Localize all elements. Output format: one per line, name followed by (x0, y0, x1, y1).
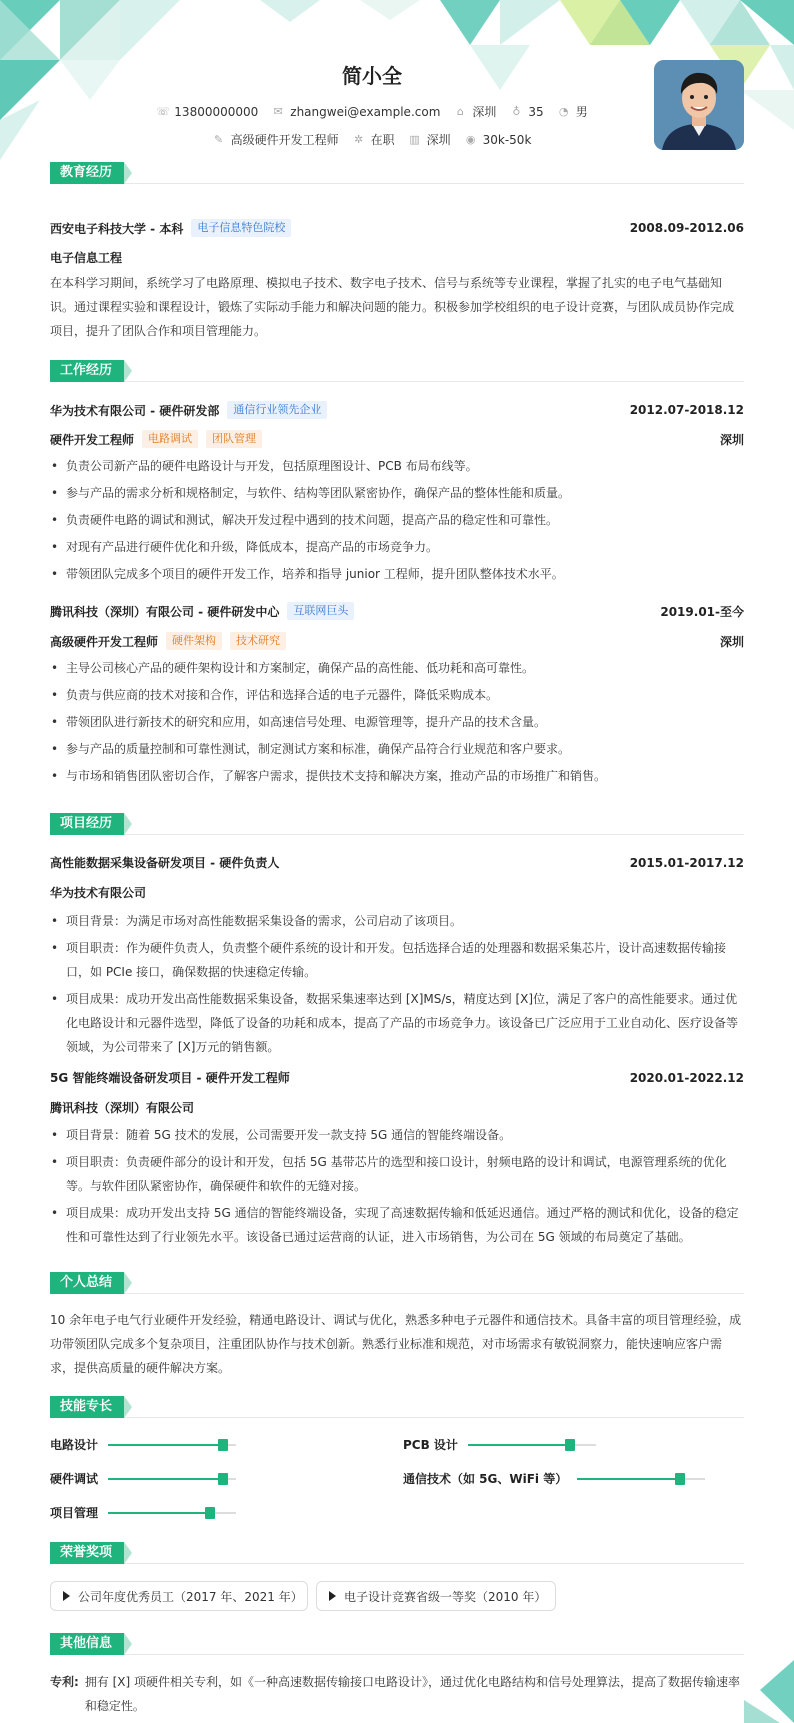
position-info (213, 131, 339, 148)
education-section-header (50, 162, 744, 184)
age-icon: ♁ (512, 104, 521, 118)
target-city-value: 深圳 (426, 133, 451, 147)
list-item: • 带领团队完成多个项目的硬件开发工作，培养和指导 junior 工程师，提升团队整体技术水平。 (50, 562, 744, 586)
work-2-role-line (50, 632, 744, 650)
skill-name: 通信技术（如 5G、WiFi 等） (403, 1472, 568, 1486)
project-section-title: 项目经历 (50, 813, 124, 835)
list-item: • 负责硬件电路的调试和测试，解决开发过程中遇到的技术问题，提高产品的稳定性和可靠性。 (50, 508, 744, 532)
contact-row (0, 103, 744, 120)
work-2-location: 深圳 (719, 634, 744, 649)
work-1-heading (50, 401, 744, 419)
work-1-company: 华为技术有限公司 - 硬件研发部 (50, 403, 220, 418)
project-section-header (50, 813, 744, 835)
work-2-tag: 互联网巨头 (287, 602, 354, 620)
salary-info (465, 131, 532, 148)
summary-section-header (50, 1272, 744, 1294)
candidate-name: 简小全 (342, 64, 402, 88)
work-2-heading (50, 602, 744, 620)
award-text: 电子设计竞赛省级一等奖（2010 年） (344, 1589, 547, 1604)
skill-item (50, 1504, 236, 1521)
list-item: • 参与产品的需求分析和规格制定，与软件、结构等团队紧密协作，确保产品的整体性能和质量。 (50, 481, 744, 505)
skill-item (50, 1470, 236, 1487)
project-1-period: 2015.01-2017.12 (629, 855, 744, 870)
skill-item (403, 1436, 596, 1453)
skills-section-header (50, 1396, 744, 1418)
award-item[interactable] (50, 1581, 308, 1611)
salary-icon: ◉ (465, 132, 476, 146)
list-item: • 负责与供应商的技术对接和合作，评估和选择合适的电子元器件，降低采购成本。 (50, 683, 744, 707)
project-1-bullets (50, 909, 744, 1062)
skill-bar (468, 1444, 596, 1446)
awards-section-title: 荣誉奖项 (50, 1542, 124, 1564)
project-2-company: 腾讯科技（深圳）有限公司 (50, 1101, 195, 1115)
summary-text: 10 余年电子电气行业硬件开发经验，精通电路设计、调试与优化，熟悉多种电子元器件和通信技术。具备丰富的项目管理经验，成功带领团队完成多个复杂项目，注重团队协作与技术创新。熟悉行业标准和规范，对市场需求有敏锐洞察力，能快速响应客户需求，提供高质量的硬件解决方案。 (50, 1313, 742, 1375)
project-1-company: 华为技术有限公司 (50, 886, 147, 900)
work-section-title: 工作经历 (50, 360, 124, 382)
age-info (510, 103, 543, 120)
gender-icon: ◔ (558, 104, 569, 118)
skill-name: 电路设计 (50, 1438, 99, 1452)
job-intent-row (0, 131, 744, 148)
work-2-period: 2019.01-至今 (660, 604, 744, 619)
awards-section-header (50, 1542, 744, 1564)
skills-section-title: 技能专长 (50, 1396, 124, 1418)
summary-section-title: 个人总结 (50, 1272, 124, 1294)
skill-name: PCB 设计 (403, 1438, 458, 1452)
avatar (654, 60, 744, 150)
work-1-period: 2012.07-2018.12 (629, 403, 744, 417)
education-description: 在本科学习期间，系统学习了电路原理、模拟电子技术、数字电子技术、信号与系统等专业课程，掌握了扎实的电子电气基础知识。通过课程实验和课程设计，锻炼了实际动手能力和解决问题的能力。积极参加学校组织的电子设计竞赛，与团队成员协作完成项目，提升了团队合作和项目管理能力。 (50, 276, 735, 338)
skill-level-handle (205, 1507, 215, 1519)
project-1-title: 高性能数据采集设备研发项目 - 硬件负责人 (50, 856, 280, 870)
list-item: • 项目成果：成功开发出高性能数据采集设备，数据采集速率达到 [X]MS/s，精度达到 [X]位，满足了客户的高性能要求。通过优化电路设计和元器件选型，降低了设备的功耗和成本，提高了产品的市场竞争力。该设备已广泛应用于工业自动化、医疗设备等领域，为公司带来了 [X]万元的销售额。 (50, 987, 744, 1059)
school-name: 西安电子科技大学 - 本科 (50, 221, 184, 236)
list-item: • 带领团队进行新技术的研究和应用，如高速信号处理、电源管理等，提升产品的技术含量。 (50, 710, 744, 734)
city-value: 深圳 (472, 105, 497, 119)
work-1-skill-tag: 电路调试 (142, 430, 198, 448)
list-item: • 项目职责：作为硬件负责人，负责整个硬件系统的设计和开发。包括选择合适的处理器和数据采集芯片，设计高速数据传输接口，如 PCIe 接口，确保数据的快速稳定传输。 (50, 936, 744, 984)
major-name: 电子信息工程 (50, 251, 123, 265)
skill-level-handle (218, 1439, 228, 1451)
project-2-heading (50, 1069, 744, 1086)
skill-name: 项目管理 (50, 1506, 99, 1520)
skill-bar (108, 1478, 236, 1480)
age-value: 35 (528, 104, 544, 119)
work-section-header (50, 360, 744, 382)
skill-item (50, 1436, 236, 1453)
project-2-title: 5G 智能终端设备研发项目 - 硬件开发工程师 (50, 1071, 290, 1085)
skill-bar-fill (577, 1478, 679, 1480)
school-tag: 电子信息特色院校 (191, 219, 291, 237)
award-text: 公司年度优秀员工（2017 年、2021 年） (78, 1589, 303, 1604)
avatar-portrait (654, 60, 744, 150)
patent-label: 专利: (50, 1675, 79, 1689)
email-value: zhangwei@example.com (290, 104, 441, 119)
project-1-company-line (50, 884, 744, 901)
list-item: • 项目背景：随着 5G 技术的发展，公司需要开发一款支持 5G 通信的智能终端设备。 (50, 1123, 744, 1147)
skill-level-handle (565, 1439, 575, 1451)
phone-value: 13800000000 (174, 104, 259, 119)
work-2-skill-tag: 硬件架构 (166, 632, 222, 650)
phone-icon: ☏ (156, 104, 171, 118)
skill-bar-fill (468, 1444, 570, 1446)
list-item: • 项目背景：为满足市场对高性能数据采集设备的需求，公司启动了该项目。 (50, 909, 744, 933)
education-period: 2008.09-2012.06 (629, 221, 744, 235)
target-city-info (409, 131, 451, 148)
skill-bar-fill (108, 1512, 210, 1514)
skill-bar (577, 1478, 705, 1480)
project-2-company-line (50, 1099, 744, 1116)
patent-row (50, 1670, 744, 1718)
project-2-period: 2020.01-2022.12 (629, 1070, 744, 1085)
skill-bar-fill (108, 1444, 223, 1446)
skill-bar (108, 1444, 236, 1446)
project-1-heading (50, 854, 744, 871)
city-icon: ▥ (409, 132, 420, 146)
mail-icon: ✉ (273, 104, 283, 118)
list-item: • 项目职责：负责硬件部分的设计和开发，包括 5G 基带芯片的选型和接口设计，射频电路的设计和调试，电源管理系统的优化等。与软件团队紧密协作，确保硬件和软件的无缝对接。 (50, 1150, 744, 1198)
work-2-skill-tag: 技术研究 (230, 632, 286, 650)
skill-level-handle (218, 1473, 228, 1485)
work-2-company: 腾讯科技（深圳）有限公司 - 硬件研发中心 (50, 604, 280, 619)
major-line (50, 249, 744, 266)
education-heading (50, 219, 744, 237)
work-1-location: 深圳 (719, 432, 744, 447)
city-info (454, 103, 496, 120)
gender-info (558, 103, 588, 120)
phone-info (156, 103, 258, 120)
skill-bar-fill (108, 1478, 223, 1480)
position-icon: ✎ (213, 132, 224, 146)
status-icon: ✲ (353, 132, 364, 146)
list-item: • 项目成果：成功开发出支持 5G 通信的智能终端设备，实现了高速数据传输和低延迟通信。通过严格的测试和优化，设备的稳定性和可靠性达到了行业领先水平。该设备已通过运营商的认证，进入市场销售，为公司在 5G 领域的布局奠定了基础。 (50, 1201, 744, 1249)
salary-value: 30k-50k (482, 132, 532, 147)
work-1-bullets (50, 454, 744, 589)
work-1-tag: 通信行业领先企业 (227, 401, 327, 419)
skill-item (403, 1470, 705, 1487)
award-item[interactable] (316, 1581, 556, 1611)
patent-text: 拥有 [X] 项硬件相关专利，如《一种高速数据传输接口电路设计》，通过优化电路结构和信号处理算法，提高了数据传输速率和稳定性。 (84, 1675, 741, 1713)
list-item: • 与市场和销售团队密切合作，了解客户需求，提供技术支持和解决方案，推动产品的市场推广和销售。 (50, 764, 744, 788)
play-icon (329, 1591, 336, 1601)
email-info (272, 103, 440, 120)
other-section-title: 其他信息 (50, 1633, 124, 1655)
work-1-role: 硬件开发工程师 (50, 432, 135, 447)
status-value: 在职 (370, 133, 395, 147)
project-2-bullets (50, 1123, 744, 1252)
list-item: • 对现有产品进行硬件优化和升级，降低成本，提高产品的市场竞争力。 (50, 535, 744, 559)
work-1-role-line (50, 430, 744, 448)
other-section-header (50, 1633, 744, 1655)
work-1-skill-tag: 团队管理 (206, 430, 262, 448)
list-item: • 主导公司核心产品的硬件架构设计和方案制定，确保产品的高性能、低功耗和高可靠性。 (50, 656, 744, 680)
gender-value: 男 (575, 105, 588, 119)
skill-name: 硬件调试 (50, 1472, 99, 1486)
skill-bar (108, 1512, 236, 1514)
work-2-role: 高级硬件开发工程师 (50, 634, 159, 649)
status-info (353, 131, 395, 148)
education-section-title: 教育经历 (50, 162, 124, 184)
list-item: • 参与产品的质量控制和可靠性测试，制定测试方案和标准，确保产品符合行业规范和客户要求。 (50, 737, 744, 761)
work-2-bullets (50, 656, 744, 791)
home-icon: ⌂ (456, 104, 464, 118)
skill-level-handle (675, 1473, 685, 1485)
play-icon (63, 1591, 70, 1601)
list-item: • 负责公司新产品的硬件电路设计与开发，包括原理图设计、PCB 布局布线等。 (50, 454, 744, 478)
position-value: 高级硬件开发工程师 (230, 133, 339, 147)
